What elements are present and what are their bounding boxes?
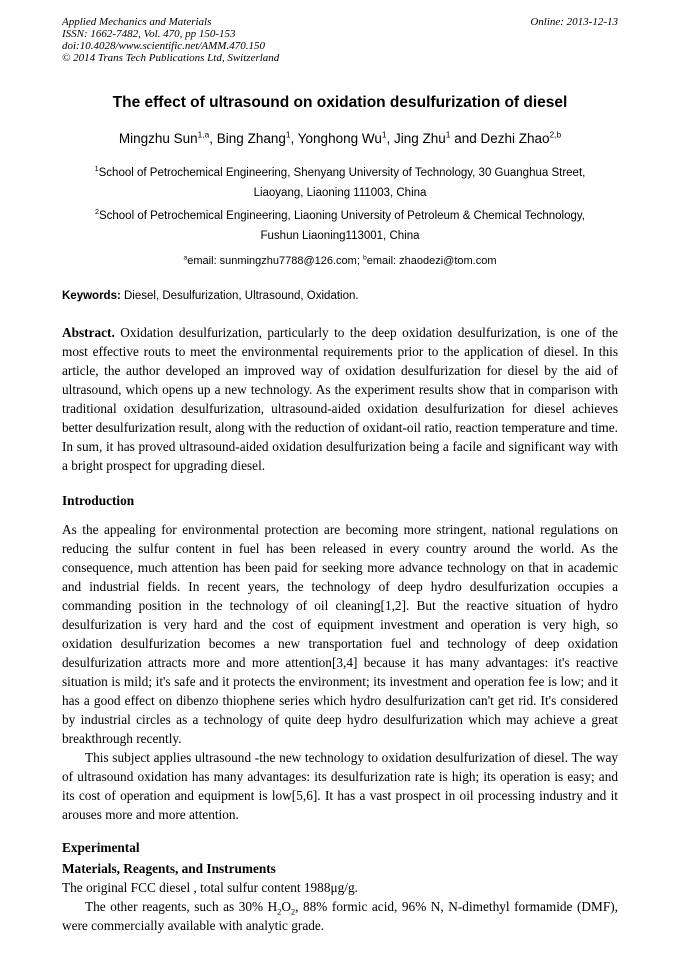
author-emails: $^a$email: sunmingzhu7788@126.com; $^b$email: zhaodezi@tom.com <box>183 254 497 267</box>
author-line: Mingzhu Sun$^{1,a}$, Bing Zhang$^1$, Yonghong Wu$^1$, Jing Zhu$^1$ and Dezhi Zhao$^{2,b}$ <box>118 129 562 146</box>
online-date: Online: 2013-12-13 <box>530 16 618 28</box>
abstract-paragraph <box>62 323 618 475</box>
introduction-paragraph-2: This subject applies ultrasound -the new technology to oxidation desulfurization of diesel. The way of ultrasound oxidation has many advantages: its desulfurization rate is high; its operation is easy; and its cost of operation and equipment is low[5,6]. It has a vast prospect in oil processing industry and it arouses more and more attention. <box>62 750 618 822</box>
journal-meta-block <box>62 16 279 64</box>
introduction-paragraph-1: As the appealing for environmental protection are becoming more stringent, national regulations on reducing the sulfur content in fuel has been released in every country around the world. As the consequence, much attention has been paid for seeking more advance technology on that in academic and industrial fields. In recent years, the technology of deep hydro desulfurization occupies a commanding position in the technology of oil cleaning[1,2]. But the reactive situation of hydro desulfurization is very hard and the cost of equipment investment and operation is very high, so oxidation desulfurization becomes a new transportation fuel and technology of deep oxidation desulfurization attracts more and more attention[3,4] because it has many advantages: it's reactive situation is mild; it's safe and it protects the environment; its investment and operation fee is low; and it has a good effect on dibenzo thiophene series which hydro desulfurization can't get rid. It's considered by industrial circles as a technology of quite deep hydro desulfurization which may achieve a great breakthrough recently. <box>62 522 618 746</box>
journal-header <box>62 16 618 64</box>
affiliation-2: $^2$School of Petrochemical Engineering, Liaoning University of Petroleum & Chemical Technology, Fushun Liaoning113001, China <box>95 208 585 242</box>
introduction-heading: Introduction <box>62 493 135 508</box>
keywords-text: Diesel, Desulfurization, Ultrasound, Oxidation. <box>120 290 359 302</box>
paper-title: The effect of ultrasound on oxidation desulfurization of diesel <box>112 94 568 111</box>
keywords-label: Keywords: <box>62 290 121 302</box>
abstract-label: Abstract. <box>62 325 115 340</box>
affiliation-1: $^1$School of Petrochemical Engineering, Shenyang University of Technology, 30 Guanghua Street, Liaoyang, Liaoning 111003, China <box>94 165 586 199</box>
keywords-line <box>62 289 618 303</box>
materials-reagents-heading: Materials, Reagents, and Instruments <box>62 861 276 876</box>
journal-name: Applied Mechanics and Materials <box>62 16 212 28</box>
fcc-diesel-line: The original FCC diesel , total sulfur content 1988μg/g. <box>62 880 358 895</box>
copyright-line: © 2014 Trans Tech Publications Ltd, Switzerland <box>62 52 280 64</box>
reagents-paragraph: The other reagents, such as 30% $H_2O_2$, 88% formic acid, 96% N, N-dimethyl formamide (DMF), were commercially available with analytic grade. <box>62 899 618 933</box>
experimental-heading: Experimental <box>62 840 140 855</box>
doi-line: doi:10.4028/www.scientific.net/AMM.470.150 <box>62 40 265 52</box>
abstract-text: Oxidation desulfurization, particularly to the deep oxidation desulfurization, is one of the most effective routs to meet the environmental requirements prior to the application of diesel. In this article, the author developed an improved way of oxidation desulfurization for diesel by the aid of ultrasound, which opens up a new technology. As the experiment results show that in comparison with traditional oxidation desulfurization, ultrasound-aided oxidation desulfurization for diesel achieves better desulfurization result, along with the reduction of oxidant-oil ratio, reaction temperature and time. In sum, it has proved ultrasound-aided oxidation desulfurization being a facile and significant way with a bright prospect for upgrading diesel. <box>62 325 618 473</box>
issn-volume-pages: ISSN: 1662-7482, Vol. 470, pp 150-153 <box>62 28 236 40</box>
